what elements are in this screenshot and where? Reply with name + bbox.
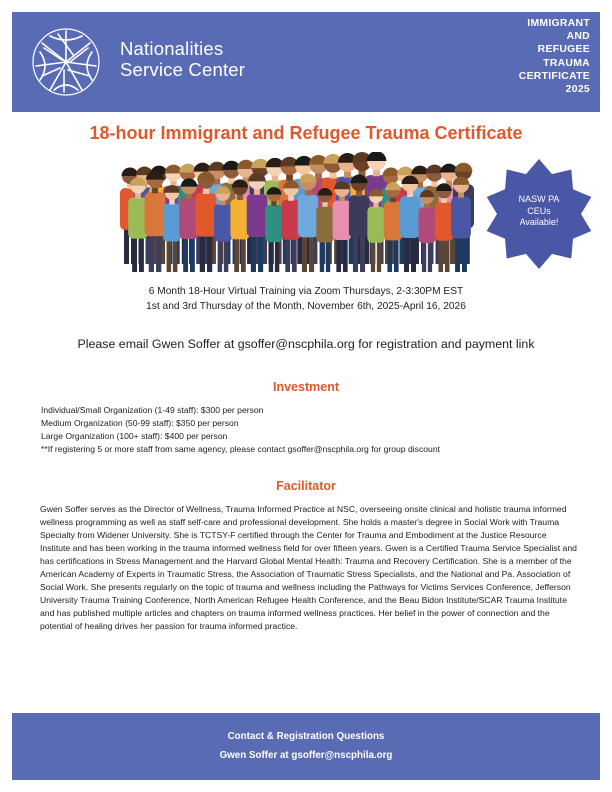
certificate-tag <box>480 17 590 96</box>
badge-line: CEUs <box>527 205 551 216</box>
ceu-badge-text <box>483 194 595 229</box>
crowd-illustration <box>120 152 475 272</box>
cert-line: IMMIGRANT <box>527 18 590 29</box>
footer-contact: Gwen Soffer at gsoffer@nscphila.org <box>219 750 393 761</box>
training-line-1: 6 Month 18-Hour Virtual Training via Zoom Thursdays, 2-3:30PM EST <box>148 286 464 297</box>
org-name <box>120 38 245 80</box>
footer-banner <box>12 713 600 780</box>
cert-line: TRAUMA <box>543 57 590 69</box>
facilitator-heading: Facilitator <box>276 479 336 493</box>
list-item: Large Organization (100+ staff): $400 per person <box>41 431 228 441</box>
org-name-line2: Service Center <box>120 59 246 80</box>
page-title: 18-hour Immigrant and Refugee Trauma Certificate <box>89 123 523 143</box>
footer-heading: Contact & Registration Questions <box>227 731 385 742</box>
cert-line: 2025 <box>565 84 590 96</box>
nsc-logo-icon <box>30 26 102 98</box>
header-banner <box>12 12 600 112</box>
badge-line: Available! <box>519 217 559 227</box>
badge-line: NASW PA <box>518 194 560 204</box>
list-item: **If registering 5 or more staff from same agency, please contact gsoffer@nscphila.org for group discount <box>41 444 440 454</box>
facilitator-bio: Gwen Soffer serves as the Director of Wellness, Trauma Informed Practice at NSC, overseeing onsite clinical and holistic trauma informed wellness programming as well as staff self-care and professional development. She holds a master's degree in Social Work with Trauma Specialty from Widener University. She is TCTSY-F certified through the Center for Trauma and Embodiment at the Justice Resource Institute and has been working in the trauma informed wellness field for over fifteen years. Gwen is a Certified Trauma Service Specialist and has certifications in Stress Management and the Harvard Global Mental Health: Trauma and Recovery Certification. She is a member of the American Academy of Experts in Traumatic Stress, the Association of Traumatic Stress Specialists, and the National and Pa. Association of Social Work. She presents regularly on the topic of trauma and wellness including the Pathways for Victims Services Conference, Jefferson University Trauma Training Conference, North American Refugee Health Conference, and the Beau Bidon Institute/SCAR Trauma Institute and has published multiple articles and chapters on trauma informed wellness practices. Her belief in the power of connection and the potential of healing drives her passion for trauma informed practice. <box>40 504 577 631</box>
training-line-2: 1st and 3rd Thursday of the Month, November 6th, 2025-April 16, 2026 <box>146 301 466 312</box>
cert-line: CERTIFICATE <box>518 70 590 82</box>
cert-line: REFUGEE <box>537 44 590 56</box>
investment-list <box>41 404 581 456</box>
list-item: Individual/Small Organization (1-49 staff): $300 per person <box>41 405 264 415</box>
cert-line: AND <box>566 31 590 43</box>
list-item: Medium Organization (50-99 staff): $350 per person <box>41 418 239 428</box>
registration-contact-line: Please email Gwen Soffer at gsoffer@nscphila.org for registration and payment link <box>77 337 535 351</box>
investment-heading: Investment <box>273 380 339 394</box>
org-name-line1: Nationalities <box>120 38 224 59</box>
training-schedule <box>0 284 612 314</box>
